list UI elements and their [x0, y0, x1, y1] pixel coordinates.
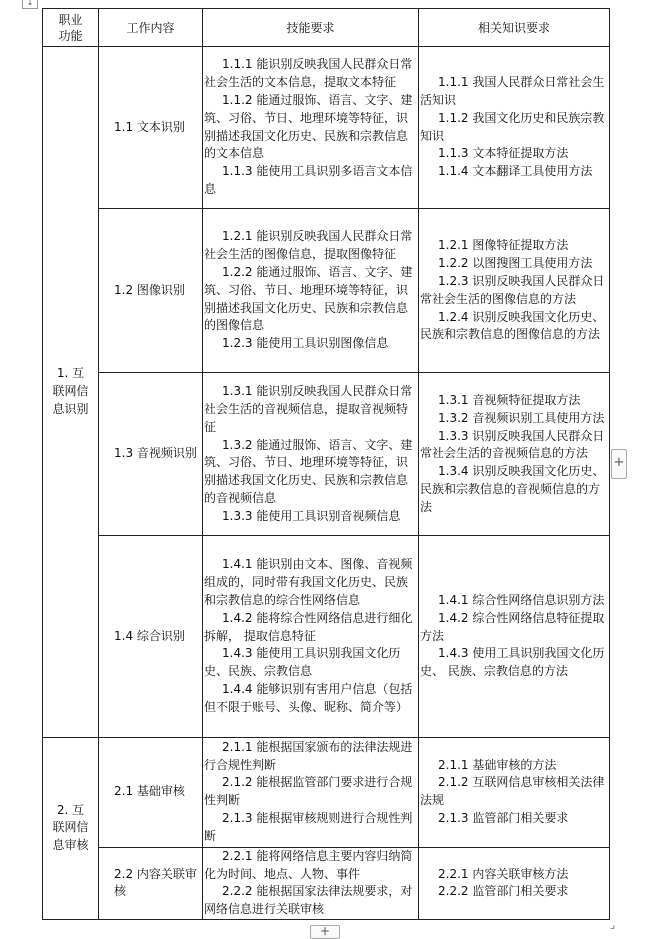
- work-cell: 1.1 文本识别: [99, 47, 203, 209]
- work-cell: 2.1 基础审核: [99, 737, 203, 847]
- header-knowledge: 相关知识要求: [419, 9, 610, 47]
- knowledge-cell: 1.3.1 音视频特征提取方法 1.3.2 音视频识别工具使用方法 1.3.3 识别反映我国人民群众日常社会生活的音视频信息的方法 1.3.4 识别反映我国文化历史、民族和宗教信息的音视频信息的方法: [419, 373, 610, 536]
- header-work: 工作内容: [99, 9, 203, 47]
- skill-cell: 2.2.1 能将网络信息主要内容归纳简化为时间、地点、人物、事件 2.2.2 能根据国家法律法规要求，对网络信息进行关联审核: [203, 847, 419, 919]
- add-row-handle[interactable]: +: [310, 925, 340, 939]
- skill-cell: 1.4.1 能识别由文本、图像、音视频组成的，同时带有我国文化历史、民族和宗教信息的综合性网络信息 1.4.2 能将综合性网络信息进行细化拆解， 提取信息特征 1.4.3 能使用工具识别我国文化历史、民族、宗教信息 1.4.4 能够识别有害用户信息（包括但不限于账号、头像、昵称、简介等）: [203, 536, 419, 737]
- resize-corner-icon[interactable]: ⌟: [610, 918, 616, 931]
- knowledge-cell: 2.1.1 基础审核的方法 2.1.2 互联网信息审核相关法律法规 2.1.3 监管部门相关要求: [419, 737, 610, 847]
- skill-cell: 1.1.1 能识别反映我国人民群众日常社会生活的文本信息，提取文本特征 1.1.2 能通过服饰、语言、文字、建筑、习俗、节日、地理环境等特征，识别描述我国文化历史、民族和宗教信息的文本信息 1.1.3 能使用工具识别多语言文本信息: [203, 47, 419, 209]
- func-cell: 2. 互联网信息审核: [43, 737, 99, 919]
- knowledge-cell: 1.1.1 我国人民群众日常社会生活知识 1.1.2 我国文化历史和民族宗教知识 1.1.3 文本特征提取方法 1.1.4 文本翻译工具使用方法: [419, 47, 610, 209]
- table-row: [43, 47, 610, 209]
- header-skill: 技能要求: [203, 9, 419, 47]
- skill-cell: 1.2.1 能识别反映我国人民群众日常社会生活的图像信息，提取图像特征 1.2.2 能通过服饰、语言、文字、建筑、习俗、节日、地理环境等特征，识别描述我国文化历史、民族和宗教信息的图像信息 1.2.3 能使用工具识别图像信息: [203, 209, 419, 373]
- knowledge-cell: 2.2.1 内容关联审核方法 2.2.2 监管部门相关要求: [419, 847, 610, 919]
- knowledge-cell: 1.4.1 综合性网络信息识别方法 1.4.2 综合性网络信息特征提取方法 1.4.3 使用工具识别我国文化历史、 民族、宗教信息的方法: [419, 536, 610, 737]
- header-func: 职业功能: [43, 9, 99, 47]
- skill-cell: 1.3.1 能识别反映我国人民群众日常社会生活的音视频信息，提取音视频特征 1.3.2 能通过服饰、语言、文字、建筑、习俗、节日、地理环境等特征，识别描述我国文化历史、民族和宗教信息的音视频信息 1.3.3 能使用工具识别音视频信息: [203, 373, 419, 536]
- occupational-standard-table: [42, 8, 610, 920]
- skill-cell: 2.1.1 能根据国家颁布的法律法规进行合规性判断 2.1.2 能根据监管部门要求进行合规性判断 2.1.3 能根据审核规则进行合规性判断: [203, 737, 419, 847]
- table-row: [43, 737, 610, 847]
- table-row: [43, 536, 610, 737]
- knowledge-cell: 1.2.1 图像特征提取方法 1.2.2 以图搜图工具使用方法 1.2.3 识别反映我国人民群众日常社会生活的图像信息的方法 1.2.4 识别反映我国文化历史、民族和宗教信息的图像信息的方法: [419, 209, 610, 373]
- corner-mark-icon: ↓: [22, 0, 38, 9]
- table-row: [43, 209, 610, 373]
- work-cell: 1.4 综合识别: [99, 536, 203, 737]
- work-cell: 1.3 音视频识别: [99, 373, 203, 536]
- table-row: [43, 373, 610, 536]
- add-column-handle[interactable]: +: [611, 449, 627, 479]
- work-cell: 1.2 图像识别: [99, 209, 203, 373]
- work-cell: 2.2 内容关联审核: [99, 847, 203, 919]
- func-cell: 1. 互联网信息识别: [43, 47, 99, 738]
- table-row: [43, 847, 610, 919]
- table-header-row: [43, 9, 610, 47]
